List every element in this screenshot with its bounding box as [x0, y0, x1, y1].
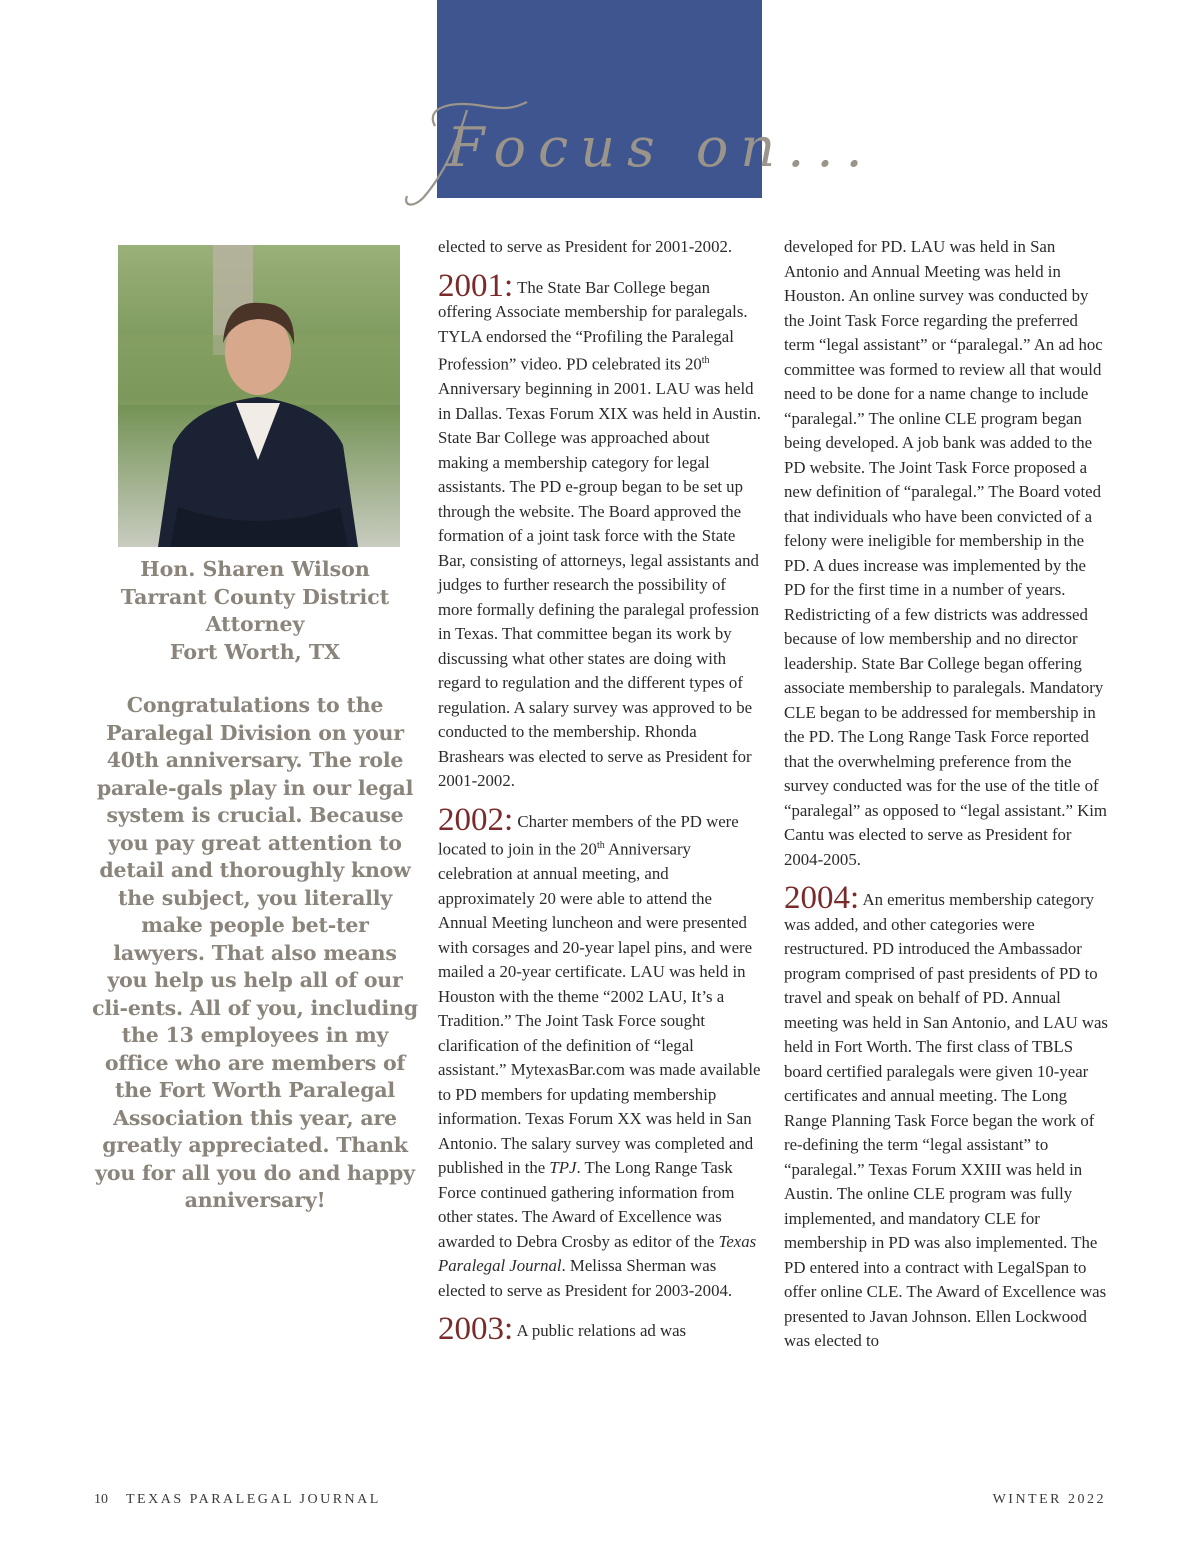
caption-name: Hon. Sharen Wilson — [140, 557, 370, 581]
script-title: Focus on... — [447, 116, 875, 179]
entry-2001: 2001: The State Bar College began offering Associate membership for paralegals. TYLA endorsed the “Profiling the Paralegal Profession” video. PD celebrated its 20th Anniversary beginning in 2001. LAU was held in Dallas. Texas Forum XIX was held in Austin. State Bar College was approached about making a membership category for legal assistants. The PD e-group began to be set up through the website. The Board approved the formation of a joint task force with the State Bar, consisting of attorneys, legal assistants and judges to further research the possibility of more formally defining the paralegal profession in Texas. That committee began its work by discussing what other states are doing with regard to regulation and the different types of regulation. A salary survey was approved to be conducted to the membership. Rhonda Brashears was elected to serve as President for 2001-2002. — [438, 267, 761, 791]
portrait-photo — [118, 245, 400, 547]
photo-caption — [92, 556, 418, 1215]
caption-title-line2: Attorney — [205, 612, 305, 636]
col1-intro: elected to serve as President for 2001-2002. — [438, 237, 733, 256]
caption-location: Fort Worth, TX — [169, 639, 341, 664]
issue-date: WINTER 2022 — [992, 1492, 1106, 1507]
publication-name: TEXAS PARALEGAL JOURNAL — [126, 1492, 381, 1507]
footer-left — [94, 1492, 381, 1508]
article-column-1 — [438, 235, 764, 1358]
entry-2003: 2003: A public relations ad was — [438, 1311, 687, 1348]
entry-2004: 2004: An emeritus membership category was added, and other categories were restructured. PD introduced the Ambassador program comprised of past presidents of PD to travel and speak on behalf of PD. Annual meeting was held in San Antonio, and LAU was held in Fort Worth. The first class of TBLS board certified paralegals were given 10-year certificates and annual meeting. The Long Range Planning Task Force began the work of re-defining the term “legal assistant” to “paralegal.” Texas Forum XXIII was held in Austin. The online CLE program was fully implemented, and mandatory CLE for membership in PD was also implemented. The PD entered into a contract with LegalSpan to offer online CLE. The Award of Excellence was presented to Javan Johnson. Ellen Lockwood was elected to — [784, 880, 1108, 1350]
caption-title-line1: Tarrant County District — [120, 584, 390, 609]
year-label-2004: 2004: — [784, 880, 860, 916]
caption-quote: Congratulations to the Paralegal Division on your 40th anniversary. The role parale-gals play in our legal system is crucial. Because you pay great attention to detail and thoroughly know the subject, you literally make people bet-ter lawyers. That also means you help us help all of our cli-ents. All of you, including the 13 employees in my office who are members of the Fort Worth Paralegal Association this year, are greatly appreciated. Thank you for all you do and happy anniversary! — [92, 693, 418, 1212]
entry-2002: 2002: Charter members of the PD were located to join in the 20th Anniversary celebration at annual meeting, and approximately 20 were able to attend the Annual Meeting luncheon and were presented with corsages and 20-year lapel pins, and were mailed a 20-year certificate. LAU was held in Houston with the theme “2002 LAU, It’s a Tradition.” The Joint Task Force sought clarification of the definition of “legal assistant.” MytexasBar.com was made available to PD members for updating membership information. Texas Forum XX was held in San Antonio. The salary survey was completed and published in the TPJ. The Long Range Task Force continued gathering information from other states. The Award of Excellence was awarded to Debra Crosby as editor of the Texas Paralegal Journal. Melissa Sherman was elected to serve as President for 2003-2004. — [438, 801, 761, 1300]
entry-2003-continued: developed for PD. LAU was held in San Antonio and Annual Meeting was held in Houston. An online survey was conducted by the Joint Task Force regarding the preferred term “legal assistant” or “paralegal.” An ad hoc committee was formed to review all that would need to be done for a name change to include “paralegal.” The online CLE program began being developed. A job bank was added to the PD website. The Joint Task Force proposed a new definition of “paralegal.” The Board voted that individuals who have been convicted of a felony were ineligible for membership in the PD. A dues increase was implemented by the PD for the first time in a number of years. Redistricting of a few districts was addressed because of low membership and no director leadership. State Bar College began offering associate membership to paralegals. Mandatory CLE began to be addressed for membership in the PD. The Long Range Task Force reported that the overwhelming preference from the survey conducted was for the use of the title of “paralegal” as opposed to “legal assistant.” Kim Cantu was elected to serve as President for 2004-2005. — [784, 237, 1107, 869]
article-column-2 — [784, 235, 1110, 1368]
year-label-2003: 2003: — [438, 1311, 514, 1348]
focus-on-heading — [395, 88, 875, 218]
year-label-2002: 2002: — [438, 801, 514, 838]
page-number: 10 — [94, 1492, 108, 1507]
year-label-2001: 2001: — [438, 267, 514, 304]
caption-name-block — [92, 556, 418, 666]
